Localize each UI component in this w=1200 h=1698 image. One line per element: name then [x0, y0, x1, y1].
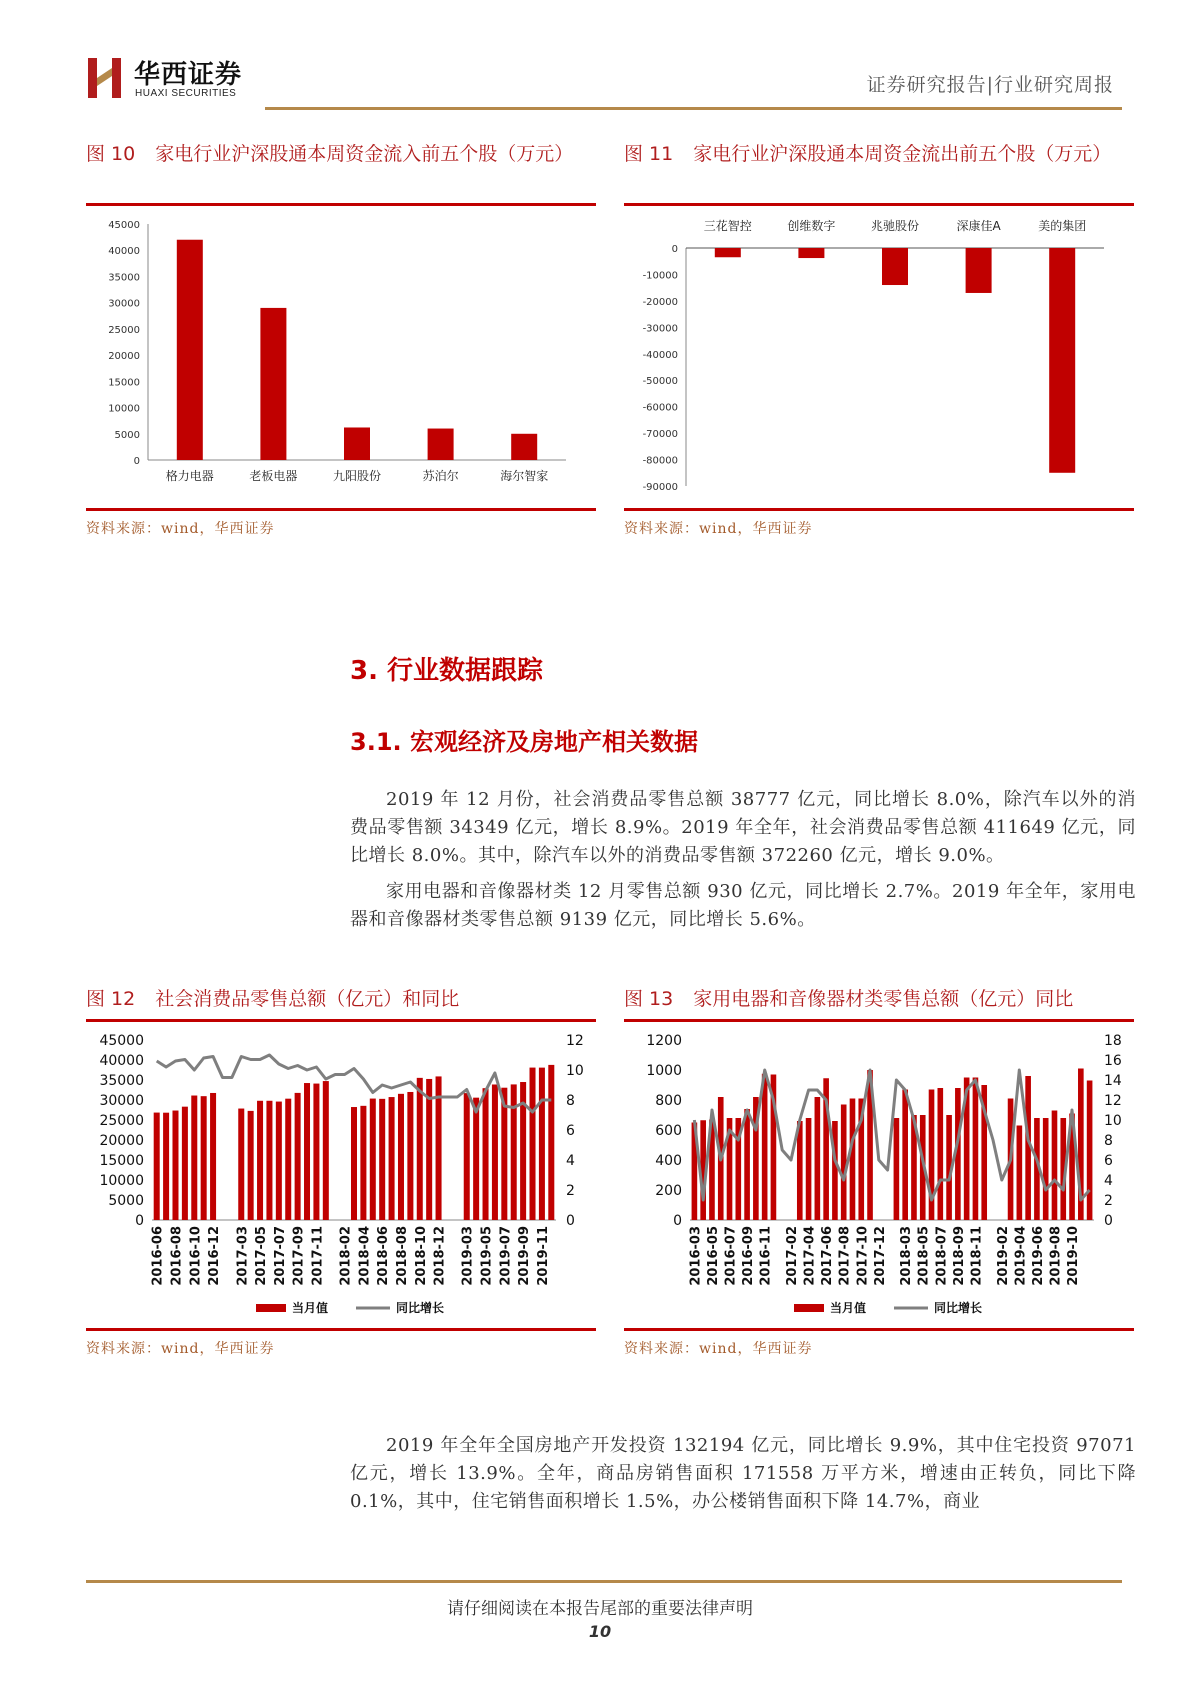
x-tick-label: 九阳股份	[332, 469, 382, 483]
x-tick-label: 2016-10	[188, 1226, 204, 1286]
fig11-title-text: 家电行业沪深股通本周资金流出前五个股（万元）	[693, 143, 1112, 165]
left-y-tick-label: 15000	[99, 1153, 144, 1169]
x-tick-label: 2017-11	[310, 1226, 326, 1286]
bar	[313, 1084, 319, 1220]
fig10-source: 资料来源：wind，华西证券	[86, 521, 275, 537]
x-tick-label: 2017-06	[820, 1226, 836, 1286]
bar	[370, 1099, 376, 1220]
x-tick-label: 海尔智家	[500, 469, 549, 483]
bar	[177, 240, 203, 460]
x-tick-label: 2019-07	[498, 1226, 514, 1286]
y-tick-label: -20000	[642, 296, 678, 308]
fig11-source: 资料来源：wind，华西证券	[624, 521, 813, 537]
x-tick-label: 2017-04	[802, 1226, 818, 1286]
left-y-tick-label: 35000	[99, 1073, 144, 1089]
fig10-title-text: 家电行业沪深股通本周资金流入前五个股（万元）	[155, 143, 574, 165]
y-tick-label: 5000	[114, 429, 140, 441]
bar	[407, 1092, 413, 1220]
bar	[530, 1068, 536, 1220]
bar	[539, 1068, 545, 1220]
left-y-tick-label: 1200	[646, 1033, 682, 1049]
y-tick-label: 10000	[108, 403, 140, 415]
left-y-tick-label: 1000	[646, 1063, 682, 1079]
fig12-title-text: 社会消费品零售总额（亿元）和同比	[155, 988, 460, 1010]
y-tick-label: 20000	[108, 351, 140, 363]
bar	[841, 1105, 847, 1221]
fig10-bottom-rule	[86, 508, 596, 511]
paragraph-retail-sales: 2019 年 12 月份，社会消费品零售总额 38777 亿元，同比增长 8.0%，除汽车以外的消费品零售额 34349 亿元，增长 8.9%。2019 年全年，社会消费品零售总额 411649 亿元，同比增长 8.0%。其中，除汽车以外的消费品零售额 372260 亿元，增长 9.0%。	[350, 789, 1136, 866]
x-tick-label: 2018-04	[357, 1226, 373, 1286]
x-tick-label: 2017-02	[785, 1226, 800, 1286]
company-logo-icon	[86, 54, 126, 100]
bar	[266, 1101, 272, 1220]
subsection-heading: 3.1. 宏观经济及房地产相关数据	[350, 728, 698, 756]
fig13-chart	[624, 1026, 1134, 1326]
fig10-number: 图 10	[86, 143, 136, 165]
bar	[295, 1093, 301, 1220]
bar	[511, 1084, 517, 1220]
right-y-tick-label: 16	[1104, 1053, 1122, 1069]
fig10-chart	[86, 212, 596, 502]
bar	[966, 248, 992, 293]
x-tick-label: 2016-08	[169, 1226, 185, 1286]
x-tick-label: 美的集团	[1038, 219, 1087, 233]
fig13-number: 图 13	[624, 988, 674, 1010]
body-paragraphs-1	[350, 786, 1136, 942]
fig11-chart	[624, 212, 1134, 502]
x-tick-label: 2018-03	[899, 1226, 915, 1286]
x-tick-label: 2019-10	[1066, 1226, 1082, 1286]
left-y-tick-label: 5000	[108, 1193, 144, 1209]
right-y-tick-label: 10	[1104, 1113, 1122, 1129]
right-y-tick-label: 12	[566, 1033, 584, 1049]
logo-text-en: HUAXI SECURITIES	[135, 88, 237, 99]
y-tick-label: -30000	[642, 323, 678, 335]
left-y-tick-label: 600	[655, 1123, 682, 1139]
fig11-top-rule	[624, 203, 1134, 206]
right-y-tick-label: 10	[566, 1063, 584, 1079]
legend-bar-swatch	[256, 1304, 286, 1312]
legend-bar-label: 当月值	[830, 1301, 867, 1315]
x-tick-label: 2016-06	[150, 1226, 166, 1286]
bar	[285, 1099, 291, 1220]
x-tick-label: 2019-06	[1030, 1226, 1046, 1286]
right-y-tick-label: 2	[1104, 1193, 1113, 1209]
x-tick-label: 2016-11	[758, 1226, 774, 1286]
right-y-tick-label: 14	[1104, 1073, 1122, 1089]
left-y-tick-label: 25000	[99, 1113, 144, 1129]
bar	[1043, 1118, 1049, 1220]
bar	[1052, 1111, 1058, 1221]
bar	[389, 1097, 395, 1220]
bar	[426, 1079, 432, 1220]
x-tick-label: 2019-04	[1013, 1226, 1029, 1286]
x-tick-label: 2019-05	[479, 1226, 495, 1286]
left-y-tick-label: 30000	[99, 1093, 144, 1109]
paragraph-appliance-sales: 家用电器和音像器材类 12 月零售总额 930 亿元，同比增长 2.7%。2019 年全年，家用电器和音像器材类零售总额 9139 亿元，同比增长 5.6%。	[350, 881, 1136, 930]
bar	[323, 1081, 329, 1220]
fig10-top-rule	[86, 203, 596, 206]
bar	[850, 1099, 856, 1221]
fig11-number: 图 11	[624, 143, 674, 165]
y-tick-label: -50000	[642, 376, 678, 388]
x-tick-label: 创维数字	[787, 219, 836, 233]
x-tick-label: 2018-08	[394, 1226, 410, 1286]
y-tick-label: 25000	[108, 324, 140, 336]
logo-text-cn: 华西证券	[134, 60, 243, 90]
bar	[1049, 248, 1075, 473]
right-y-tick-label: 0	[1104, 1213, 1113, 1229]
x-tick-label: 2018-07	[934, 1226, 950, 1286]
section-heading: 3. 行业数据跟踪	[350, 656, 544, 686]
fig12-source: 资料来源：wind，华西证券	[86, 1341, 275, 1357]
bar	[882, 248, 908, 285]
y-tick-label: -90000	[642, 482, 678, 493]
bar	[379, 1099, 385, 1220]
fig12-number: 图 12	[86, 988, 136, 1010]
fig11-title	[624, 140, 1134, 168]
y-tick-label: 15000	[108, 377, 140, 389]
x-tick-label: 2018-05	[916, 1226, 932, 1286]
fig13-bottom-rule	[624, 1328, 1134, 1331]
x-tick-label: 深康佳A	[956, 219, 1001, 233]
x-tick-label: 2017-10	[855, 1226, 871, 1286]
y-tick-label: 45000	[108, 220, 140, 231]
left-y-tick-label: 800	[655, 1093, 682, 1109]
fig12-bottom-rule	[86, 1328, 596, 1331]
x-tick-label: 2018-11	[969, 1226, 985, 1286]
x-tick-label: 2017-03	[235, 1226, 251, 1286]
x-tick-label: 2018-06	[376, 1226, 392, 1286]
bar	[304, 1083, 310, 1220]
y-tick-label: 40000	[108, 246, 140, 258]
x-tick-label: 苏泊尔	[422, 469, 459, 483]
right-y-tick-label: 8	[1104, 1133, 1113, 1149]
bar	[260, 308, 286, 460]
x-tick-label: 2018-12	[432, 1226, 448, 1286]
bar	[172, 1111, 178, 1220]
y-tick-label: -70000	[642, 429, 678, 441]
x-tick-label: 2017-07	[272, 1226, 288, 1286]
bar	[483, 1088, 489, 1220]
fig12-top-rule	[86, 1019, 596, 1022]
fig11-bottom-rule	[624, 508, 1134, 511]
x-tick-label: 2016-12	[207, 1226, 223, 1286]
right-y-tick-label: 18	[1104, 1033, 1122, 1049]
paragraph-real-estate: 2019 年全年全国房地产开发投资 132194 亿元，同比增长 9.9%，其中住宅投资 97071 亿元，增长 13.9%。全年，商品房销售面积 171558 万平方米，增速由正转负，同比下降 0.1%，其中，住宅销售面积增长 1.5%，办公楼销售面积下降 14.7%，商业	[350, 1435, 1136, 1512]
right-y-tick-label: 12	[1104, 1093, 1122, 1109]
footer-divider	[86, 1580, 1122, 1583]
fig13-title-text: 家用电器和音像器材类零售总额（亿元）同比	[693, 988, 1074, 1010]
x-tick-label: 2017-05	[254, 1226, 270, 1286]
x-tick-label: 2017-08	[837, 1226, 853, 1286]
legend-line-label: 同比增长	[934, 1301, 983, 1315]
bar	[360, 1106, 366, 1220]
left-y-tick-label: 400	[655, 1153, 682, 1169]
y-tick-label: 35000	[108, 272, 140, 284]
y-tick-label: -60000	[642, 402, 678, 414]
x-tick-label: 兆驰股份	[870, 219, 920, 233]
fig13-top-rule	[624, 1019, 1134, 1022]
bar	[464, 1093, 470, 1220]
x-tick-label: 2018-09	[951, 1226, 967, 1286]
bar	[163, 1113, 169, 1220]
bar	[902, 1090, 908, 1221]
bar	[276, 1102, 282, 1220]
x-tick-label: 2019-08	[1048, 1226, 1064, 1286]
page-number: 10	[588, 1622, 612, 1641]
x-tick-label: 2016-09	[741, 1226, 757, 1286]
bar	[744, 1109, 750, 1220]
bar	[154, 1113, 160, 1220]
x-tick-label: 2018-02	[338, 1226, 354, 1286]
left-y-tick-label: 40000	[99, 1053, 144, 1069]
bar	[973, 1078, 979, 1221]
bar	[398, 1094, 404, 1220]
bar	[762, 1074, 768, 1220]
y-tick-label: -10000	[642, 270, 678, 282]
bar	[798, 248, 824, 258]
bar	[492, 1084, 498, 1220]
bar	[1087, 1081, 1093, 1221]
x-tick-label: 2019-11	[535, 1226, 551, 1286]
bar	[351, 1107, 357, 1220]
x-tick-label: 2017-12	[872, 1226, 888, 1286]
x-tick-label: 2019-03	[460, 1226, 476, 1286]
bar	[715, 248, 741, 257]
report-type: 证券研究报告|行业研究周报	[866, 74, 1114, 96]
x-tick-label: 2016-07	[723, 1226, 739, 1286]
y-tick-label: 0	[671, 244, 678, 255]
left-y-tick-label: 0	[135, 1213, 144, 1229]
bar	[182, 1107, 188, 1220]
right-y-tick-label: 4	[566, 1153, 575, 1169]
bar	[894, 1118, 900, 1220]
x-tick-label: 2016-05	[705, 1226, 721, 1286]
legend-line-label: 同比增长	[396, 1301, 445, 1315]
bar	[248, 1111, 254, 1220]
right-y-tick-label: 0	[566, 1213, 575, 1229]
bar	[191, 1096, 197, 1220]
bar	[806, 1118, 812, 1220]
x-tick-label: 2019-02	[995, 1226, 1011, 1286]
bar	[937, 1088, 943, 1220]
right-y-tick-label: 8	[566, 1093, 575, 1109]
x-tick-label: 2016-03	[688, 1226, 704, 1286]
right-y-tick-label: 6	[566, 1123, 575, 1139]
bar	[1017, 1126, 1023, 1221]
bar	[210, 1093, 216, 1220]
right-y-tick-label: 2	[566, 1183, 575, 1199]
fig12-title	[86, 985, 596, 1013]
fig12-chart	[86, 1026, 596, 1326]
body-paragraphs-2	[350, 1432, 1136, 1524]
legend-bar-swatch	[794, 1304, 824, 1312]
bar	[548, 1065, 554, 1220]
bar	[473, 1098, 479, 1220]
x-tick-label: 老板电器	[249, 469, 298, 483]
left-y-tick-label: 45000	[99, 1033, 144, 1049]
y-tick-label: -40000	[642, 349, 678, 361]
header-divider	[265, 107, 1122, 110]
right-y-tick-label: 6	[1104, 1153, 1113, 1169]
x-tick-label: 2017-09	[291, 1226, 307, 1286]
bar	[201, 1096, 207, 1220]
x-tick-label: 2019-09	[517, 1226, 533, 1286]
fig13-title	[624, 985, 1134, 1013]
bar	[511, 434, 537, 460]
bar	[815, 1097, 821, 1220]
fig13-source: 资料来源：wind，华西证券	[624, 1341, 813, 1357]
left-y-tick-label: 20000	[99, 1133, 144, 1149]
fig10-title	[86, 140, 596, 168]
x-tick-label: 格力电器	[165, 469, 214, 483]
legend-bar-label: 当月值	[292, 1301, 329, 1315]
bar	[238, 1109, 244, 1220]
right-y-tick-label: 4	[1104, 1173, 1113, 1189]
bar	[257, 1101, 263, 1220]
bar	[428, 429, 454, 460]
bar	[417, 1078, 423, 1220]
y-tick-label: 0	[133, 456, 140, 467]
left-y-tick-label: 10000	[99, 1173, 144, 1189]
left-y-tick-label: 200	[655, 1183, 682, 1199]
left-y-tick-label: 0	[673, 1213, 682, 1229]
bar	[832, 1121, 838, 1220]
bar	[344, 427, 370, 460]
y-tick-label: -80000	[642, 455, 678, 467]
y-tick-label: 30000	[108, 298, 140, 310]
footer-disclaimer: 请仔细阅读在本报告尾部的重要法律声明	[447, 1599, 753, 1619]
x-tick-label: 2018-10	[413, 1226, 429, 1286]
x-tick-label: 三花智控	[703, 219, 752, 233]
